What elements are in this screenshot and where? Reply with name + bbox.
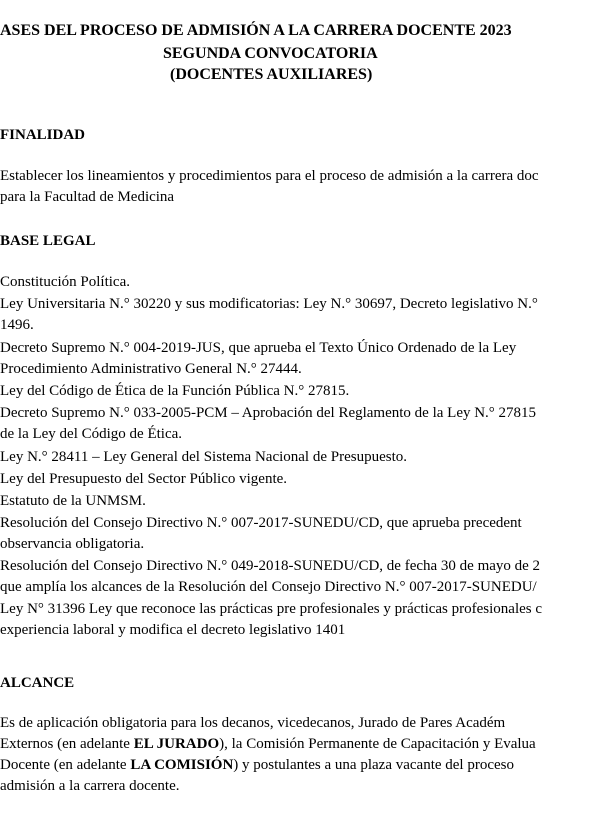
base-legal-line: Decreto Supremo N.° 033-2005-PCM – Aprobación del Reglamento de la Ley N.° 27815: [0, 405, 537, 421]
alcance-text-segment: Externos (en adelante: [0, 736, 134, 752]
section-heading-alcance: ALCANCE: [0, 675, 75, 691]
base-legal-line: Ley del Código de Ética de la Función Pública N.° 27815.: [0, 383, 350, 399]
alcance-text-line: [0, 735, 536, 753]
base-legal-line: Resolución del Consejo Directivo N.° 007-2017-SUNEDU/CD, que aprueba precedent: [0, 515, 522, 531]
el-jurado-term: EL JURADO: [133, 736, 220, 752]
base-legal-line: Resolución del Consejo Directivo N.° 049-2018-SUNEDU/CD, de fecha 30 de mayo de 2: [0, 558, 541, 574]
alcance-text-line: Es de aplicación obligatoria para los decanos, vicedecanos, Jurado de Pares Académ: [0, 715, 506, 731]
alcance-text-segment: ), la Comisión Permanente de Capacitación y Evalua: [219, 736, 536, 752]
base-legal-line: 1496.: [0, 317, 34, 333]
base-legal-line: Ley del Presupuesto del Sector Público vigente.: [0, 471, 288, 487]
alcance-text-segment: Docente (en adelante: [0, 757, 131, 773]
base-legal-line: Decreto Supremo N.° 004-2019-JUS, que aprueba el Texto Único Ordenado de la Ley: [0, 340, 517, 356]
base-legal-line: Constitución Política.: [0, 274, 130, 290]
base-legal-line: Estatuto de la UNMSM.: [0, 493, 146, 509]
alcance-text-segment: ) y postulantes a una plaza vacante del proceso: [233, 757, 514, 773]
alcance-text-line: [0, 756, 514, 774]
base-legal-line: que amplía los alcances de la Resolución del Consejo Directivo N.° 007-2017-SUNEDU/: [0, 579, 537, 595]
la-comision-term: LA COMISIÓN: [130, 757, 234, 773]
base-legal-line: Procedimiento Administrativo General N.° 27444.: [0, 361, 302, 377]
base-legal-line: Ley N° 31396 Ley que reconoce las prácticas pre profesionales y prácticas profesionales c: [0, 601, 543, 617]
finalidad-text-line: para la Facultad de Medicina: [0, 189, 175, 205]
alcance-text-line: admisión a la carrera docente.: [0, 778, 180, 794]
document-title-line-2: SEGUNDA CONVOCATORIA: [163, 45, 378, 62]
document-title-line-3: (DOCENTES AUXILIARES): [170, 66, 373, 83]
finalidad-text-line: Establecer los lineamientos y procedimientos para el proceso de admisión a la carrera doc: [0, 168, 539, 184]
section-heading-base-legal: BASE LEGAL: [0, 233, 96, 249]
document-title-line-1: ASES DEL PROCESO DE ADMISIÓN A LA CARRERA DOCENTE 2023: [0, 22, 512, 39]
base-legal-line: experiencia laboral y modifica el decreto legislativo 1401: [0, 622, 346, 638]
base-legal-line: observancia obligatoria.: [0, 536, 145, 552]
section-heading-finalidad: FINALIDAD: [0, 127, 86, 143]
base-legal-line: Ley Universitaria N.° 30220 y sus modificatorias: Ley N.° 30697, Decreto legislativo N.°: [0, 296, 538, 312]
base-legal-line: Ley N.° 28411 – Ley General del Sistema Nacional de Presupuesto.: [0, 449, 407, 465]
base-legal-line: de la Ley del Código de Ética.: [0, 426, 183, 442]
